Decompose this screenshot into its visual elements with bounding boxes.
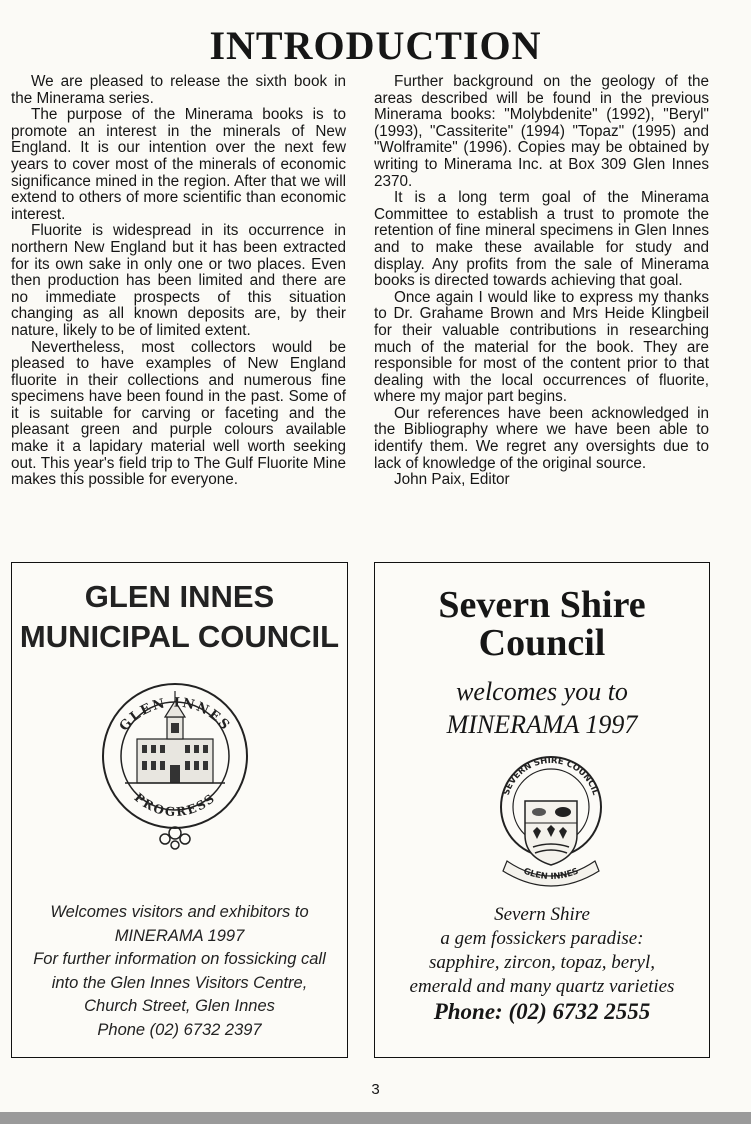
glen-innes-advertisement [11,562,348,1058]
council-name-line1: Severn Shire [438,584,646,626]
council-name-line1: GLEN INNES [84,579,275,614]
info-line: Welcomes visitors and exhibitors to [50,903,309,921]
intro-left-column [11,74,346,489]
intro-right-column [374,74,709,489]
paragraph: It is a long term goal of the Minerama Committee to establish a trust to promote the retention of fine mineral specimens in Glen Innes and to make these available for study and display. Any profits from the sale of Minerama books is directed towards achieving that goal. [374,189,709,290]
info-line: into the Glen Innes Visitors Centre, [51,973,308,992]
info-line: Severn Shire [494,904,590,925]
phone-line: Phone (02) 6732 2397 [97,1020,262,1039]
glen-innes-info-text [12,901,347,1042]
editor-signature: John Paix, Editor [394,471,510,489]
severn-phone: Phone: (02) 6732 2555 [433,999,651,1024]
seal-top-text: SEVERN SHIRE COUNCIL [501,755,601,797]
paragraph: Our references have been acknowledged in the Bibliography where we have been able to identify them. We regret any oversights due to lack of knowledge of the original source. [374,404,709,472]
glen-innes-crest-icon [85,661,265,851]
info-line: MINERAMA 1997 [114,926,245,945]
welcome-text [375,675,709,741]
paragraph: Fluorite is widespread in its occurrence in northern New England but it has been extracted for its own sake in only one or two places. Even then production has been limited and there are no immediate prospects of this situation changing as all known deposits are, by their nature, likely to be of limited extent. [11,222,346,339]
council-name-line2: Council [478,622,606,664]
welcome-line: welcomes you to [456,677,628,706]
info-line: sapphire, zircon, topaz, beryl, [428,952,656,973]
info-line: For further information on fossicking call [33,950,326,968]
council-name-line2: MUNICIPAL COUNCIL [19,619,340,654]
page-title: INTRODUCTION [209,23,542,68]
crest-top-text: GLEN INNES [116,695,234,735]
paragraph: Further background on the geology of the areas described will be found in the previous Minerama books: "Molybdenite" (1992), "Beryl" (1993), "Cassiterite" (1994) "Topaz" (1995) and "Wolframite" (1996). Copies may be obtained by writing to Minerama Inc. at Box 309 Glen Innes 2370. [374,73,709,190]
paragraph: Once again I would like to express my thanks to Dr. Grahame Brown and Mrs Heide Klingbeil for their valuable contributions in researching much of the material for the book. They are responsible for most of the content prior to that dealing with the local occurrences of fluorite, where my major part begins. [374,288,709,406]
seal-bottom-text: GLEN INNES [521,866,581,883]
paragraph: Nevertheless, most collectors would be pleased to have examples of New England fluorite in their collections and numerous fine specimens have been found in the past. Some of it is suitable for carving or faceting and the pleasant green and purple colours available make it a lapidary material well worth seeking out. This year's field trip to The Gulf Fluorite Mine makes this possible for everyone. [11,338,346,489]
severn-info-text [375,903,709,999]
paragraph: The purpose of the Minerama books is to promote an interest in the minerals of New England. It is our intention over the next few years to cover most of the minerals of economic significance mined in the region. After that we will extend to others of more scientific than economic interest. [11,106,346,223]
crest-bottom-text: PROGRESS [131,790,219,820]
svg-text:PROGRESS [132,790,219,819]
severn-shire-advertisement [374,562,710,1058]
info-line: a gem fossickers paradise: [440,928,644,949]
welcome-line: MINERAMA 1997 [446,710,638,739]
info-line: emerald and many quartz varieties [409,976,675,997]
scan-edge [0,1112,751,1124]
paragraph: We are pleased to release the sixth book in the Minerama series. [11,73,346,107]
page-number: 3 [371,1081,380,1098]
severn-shire-seal-icon [493,749,609,897]
info-line: Church Street, Glen Innes [84,997,275,1015]
